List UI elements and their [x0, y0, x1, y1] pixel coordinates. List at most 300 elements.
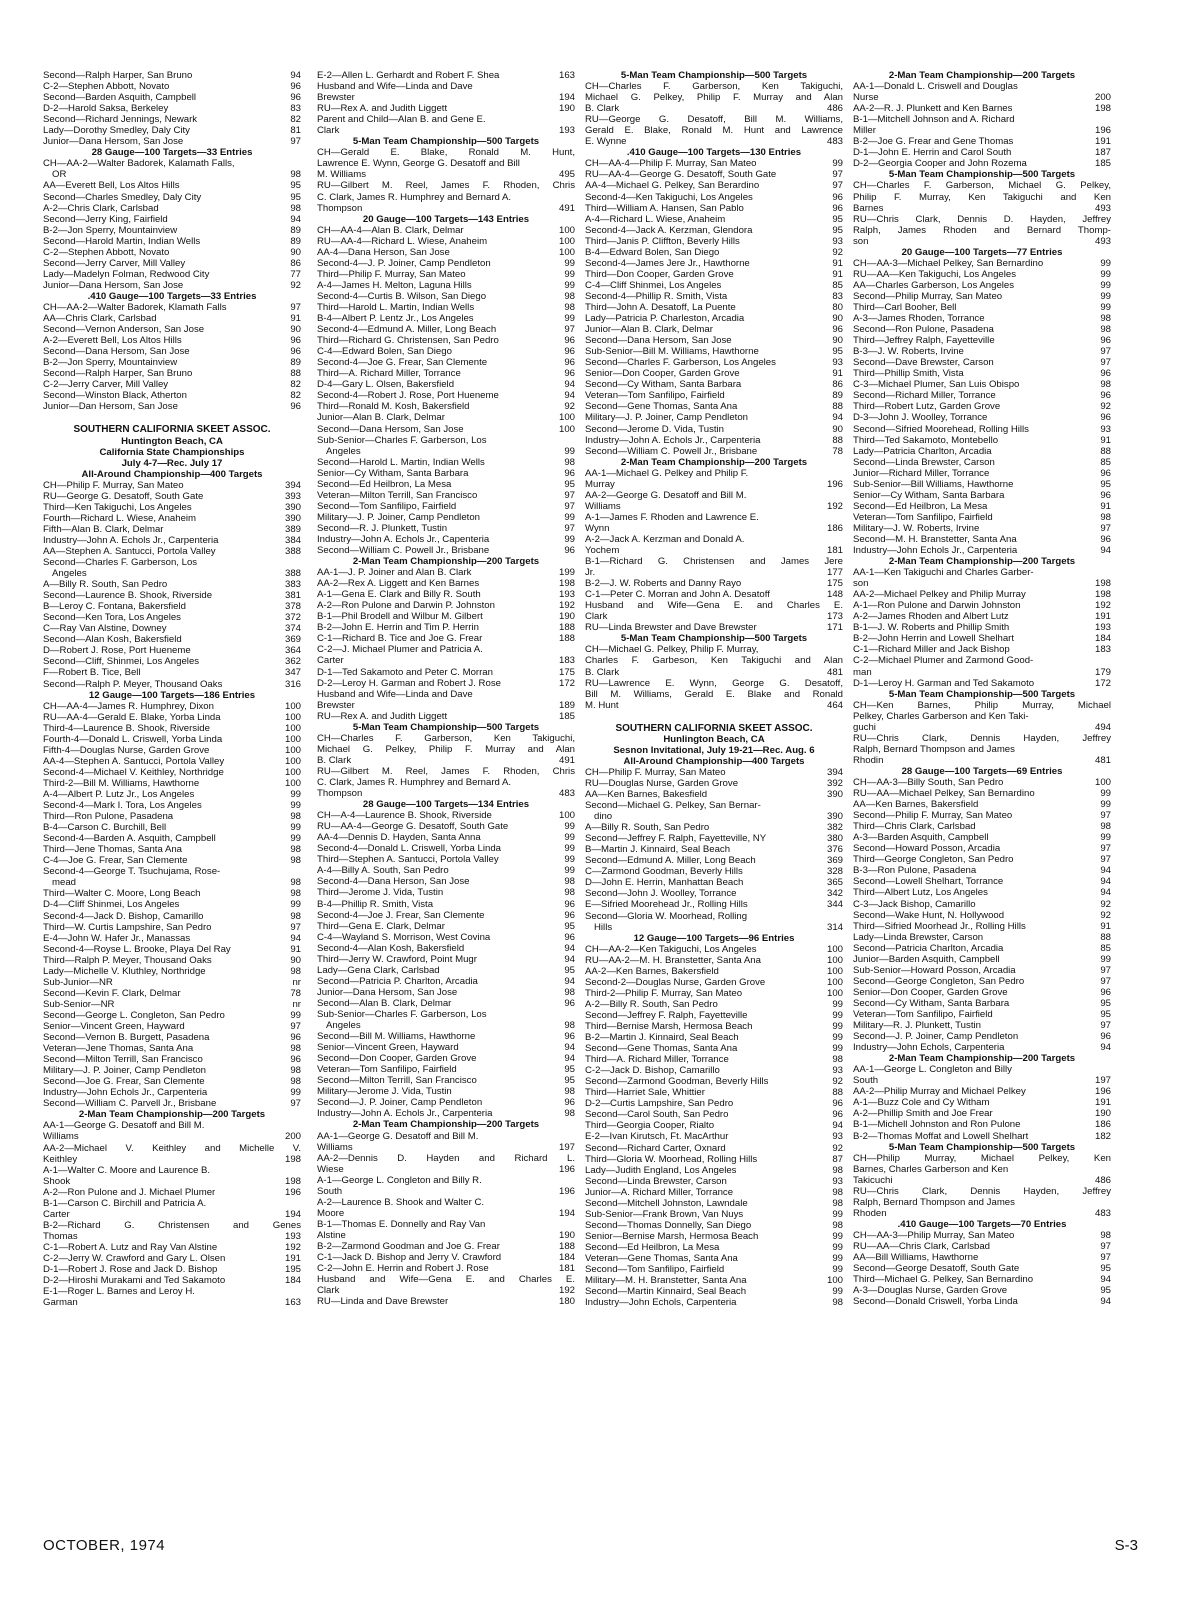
result-score: 100 — [558, 423, 575, 435]
result-line — [585, 1143, 843, 1154]
result-name: Lady—Dorothy Smedley, Daly City — [43, 125, 190, 137]
result-text-line: Husband and Wife—Linda and Dave — [317, 81, 473, 93]
result-score: 172 — [1094, 677, 1111, 689]
result-name: M. Hunt — [585, 699, 619, 711]
result-score: 185 — [558, 710, 575, 722]
result-line — [853, 1086, 1111, 1097]
result-score: 192 — [826, 500, 843, 512]
result-line — [43, 1043, 301, 1054]
result-line — [317, 622, 575, 633]
result-name: Second-4—Ken Takiguchi, Los Angeles — [585, 191, 753, 203]
result-line — [43, 988, 301, 999]
result-name: Third—Ralph P. Meyer, Thousand Oaks — [43, 954, 212, 966]
result-score: 179 — [1094, 666, 1111, 678]
result-line — [43, 667, 301, 678]
result-line — [585, 368, 843, 379]
result-text-line — [43, 1143, 301, 1154]
result-line — [853, 1252, 1111, 1263]
result-score: 96 — [564, 1031, 575, 1043]
result-name: B-4—Albert P. Lentz Jr., Los Angeles — [317, 313, 474, 325]
result-line — [853, 92, 1111, 103]
result-name: Third—Robert Lutz, Garden Grove — [853, 401, 1001, 413]
result-line — [317, 876, 575, 887]
result-score: 99 — [1100, 268, 1111, 280]
result-name: B. Clark — [585, 666, 620, 678]
result-name: Third—Jerry W. Crawford, Point Mugr — [317, 953, 477, 965]
result-score: 99 — [564, 268, 575, 280]
result-name: Lady—Linda Brewster, Carson — [853, 931, 984, 943]
result-name: Second—William C. Parvell Jr., Brisbane — [43, 1098, 217, 1110]
result-line — [43, 623, 301, 634]
result-name: Veteran—Tom Sanfilipo, Fairfield — [585, 390, 725, 402]
result-score: 94 — [1100, 545, 1111, 557]
result-text: CH—Gerald E. Blake, Ronald M. Hunt, — [317, 147, 575, 159]
result-score: 98 — [832, 1186, 843, 1198]
result-line — [853, 887, 1111, 898]
result-line — [317, 1020, 575, 1031]
result-text-line: AA-1—George G. Desatoff and Bill M. — [43, 1120, 205, 1132]
result-score: 198 — [1094, 578, 1111, 590]
result-line — [43, 258, 301, 269]
result-line — [585, 1275, 843, 1286]
result-score: 96 — [1100, 412, 1111, 424]
result-score: 98 — [290, 888, 301, 900]
result-name: RU—AA-4—George G. Desatoff, South Gate — [585, 169, 777, 181]
result-line — [317, 1053, 575, 1064]
result-line — [43, 1087, 301, 1098]
result-line — [585, 1198, 843, 1209]
result-name: B-1—Michell Johnston and Ron Pulone — [853, 1119, 1021, 1131]
result-score: 98 — [290, 965, 301, 977]
result-name: Junior—Alan B. Clark, Delmar — [317, 412, 445, 424]
result-line — [317, 943, 575, 954]
result-line — [43, 1098, 301, 1109]
result-line — [317, 125, 575, 136]
result-score: 98 — [564, 887, 575, 899]
result-line — [585, 401, 843, 412]
result-score: 483 — [826, 136, 843, 148]
result-text-line — [43, 1220, 301, 1231]
result-line — [585, 1297, 843, 1308]
result-line — [317, 843, 575, 854]
result-line — [317, 755, 575, 766]
result-name: Third—A. Richard Miller, Torrance — [585, 1054, 729, 1066]
result-name: C-1—Richard Miller and Jack Bishop — [853, 644, 1010, 656]
result-name: B—Martin J. Kinnaird, Seal Beach — [585, 844, 731, 856]
result-score: 97 — [832, 180, 843, 192]
result-score: 86 — [290, 257, 301, 269]
result-name: Junior—Alan B. Clark, Delmar — [585, 324, 713, 336]
result-name: CH—AA-2—Ken Takiguchi, Los Angeles — [585, 943, 757, 955]
result-text-line — [585, 81, 843, 92]
result-line — [317, 401, 575, 412]
result-line — [853, 136, 1111, 147]
result-line — [43, 899, 301, 910]
result-name: E. Wynne — [585, 136, 627, 148]
result-text-line: C. Clark, James R. Humphrey and Bernard A. — [317, 191, 512, 203]
result-score: 196 — [1094, 1086, 1111, 1098]
result-name: Keithley — [43, 1153, 78, 1165]
result-name: Military—R. J. Plunkett, Tustin — [853, 1020, 981, 1032]
result-score: nr — [292, 976, 301, 988]
result-line — [317, 678, 575, 689]
result-score: 173 — [826, 611, 843, 623]
result-score: 193 — [558, 589, 575, 601]
result-name: Second—Philip F. Murray, San Mateo — [853, 810, 1013, 822]
result-name: CH—AA-3—Billy South, San Pedro — [853, 777, 1004, 788]
result-line — [317, 611, 575, 622]
result-score: 192 — [1094, 600, 1111, 612]
result-score: 194 — [558, 92, 575, 104]
result-name: AA—Ken Barnes, Bakersfield — [853, 799, 979, 811]
result-score: 381 — [284, 590, 301, 602]
section-heading: 12 Gauge—100 Targets—186 Entries — [88, 689, 256, 701]
result-score: 378 — [284, 601, 301, 613]
result-name: Lady—Madelyn Folman, Redwood City — [43, 268, 210, 280]
result-score: 393 — [284, 490, 301, 502]
result-score: 95 — [1100, 1285, 1111, 1297]
result-name: Third—Georgia Cooper, Rialto — [585, 1120, 715, 1132]
result-line — [853, 810, 1111, 821]
result-line — [585, 778, 843, 789]
result-line — [853, 821, 1111, 832]
result-score: 191 — [1094, 611, 1111, 623]
result-score: 99 — [832, 1032, 843, 1044]
result-score: 481 — [826, 666, 843, 678]
section-heading: Sesnon Invitational, July 19-21—Rec. Aug. 6 — [613, 744, 815, 756]
section-heading: 5-Man Team Championship—500 Targets — [620, 70, 808, 81]
result-line — [853, 876, 1111, 887]
result-score: 96 — [1100, 489, 1111, 501]
result-name: Brewster — [317, 699, 355, 711]
result-name: CH—AA-4—James R. Humphrey, Dixon — [43, 700, 214, 712]
result-line — [317, 103, 575, 114]
result-line — [43, 1065, 301, 1076]
result-text: AA-2—Michael V. Keithley and Michelle V. — [43, 1142, 301, 1154]
result-score: 175 — [826, 578, 843, 590]
result-score: 163 — [558, 70, 575, 81]
result-text-line: Pelkey, Charles Garberson and Ken Taki- — [853, 710, 1029, 722]
result-score: 99 — [290, 822, 301, 834]
result-name: Military—J. P. Joiner, Camp Pendleton — [43, 1065, 206, 1077]
result-score: 99 — [1100, 799, 1111, 811]
result-score: 96 — [564, 357, 575, 369]
result-line — [43, 390, 301, 401]
result-name: Sub-Senior—Bill M. Williams, Hawthorne — [585, 346, 759, 358]
result-line — [585, 1131, 843, 1142]
result-line — [43, 546, 301, 557]
result-score: 99 — [1100, 257, 1111, 269]
result-score: 100 — [284, 733, 301, 745]
result-name: B-3—J. W. Roberts, Irvine — [853, 346, 964, 358]
result-name: Third—Albert Lutz, Los Angeles — [853, 887, 988, 899]
result-score: 97 — [1100, 1240, 1111, 1252]
result-name: C-2—Jerry W. Crawford and Gary L. Olsen — [43, 1252, 226, 1264]
result-score: 96 — [1100, 335, 1111, 347]
result-score: 388 — [284, 545, 301, 557]
result-score: 96 — [1100, 368, 1111, 380]
result-name: CH—AA-3—Michael Pelkey, San Bernardino — [853, 257, 1044, 269]
result-score: 98 — [832, 1297, 843, 1309]
result-score: 98 — [290, 202, 301, 214]
result-line — [585, 379, 843, 390]
result-name: A-4—Albert P. Lutz Jr., Los Angeles — [43, 789, 195, 800]
result-name: C-2—Stephen Abbott, Novato — [43, 81, 170, 93]
result-text-line: B-1—Thomas E. Donnelly and Ray Van — [317, 1218, 486, 1230]
result-line — [317, 700, 575, 711]
result-score: 96 — [832, 1098, 843, 1110]
result-score: 96 — [564, 467, 575, 479]
result-name: Third—Ronald M. Kosh, Bakersfield — [317, 401, 470, 413]
result-name: Junior—Barden Asquith, Campbell — [853, 953, 1000, 965]
result-name: Second—Zarmond Goodman, Beverly Hills — [585, 1076, 769, 1088]
result-score: 100 — [558, 235, 575, 247]
result-score: 181 — [826, 545, 843, 557]
result-name: Second—Gene Thomas, Santa Ana — [585, 1043, 738, 1055]
result-score: 192 — [284, 1241, 301, 1253]
result-line — [317, 258, 575, 269]
result-score: 99 — [832, 1241, 843, 1253]
result-name: Second—Jerry Carver, Mill Valley — [43, 257, 186, 269]
result-score: 95 — [832, 224, 843, 236]
result-name: Junior—Dana Hersom, San Jose — [43, 136, 184, 148]
result-name: Takicuchi — [853, 1174, 893, 1186]
result-name: AA-1—J. P. Joiner and Alan B. Clark — [317, 567, 472, 579]
result-line — [853, 788, 1111, 799]
result-name: Industry—John Echols Jr., Carpenteria — [43, 1087, 208, 1099]
result-line — [853, 1020, 1111, 1031]
result-name: Junior—Dana Hersom, San Jose — [317, 986, 458, 998]
result-line — [317, 1296, 575, 1307]
result-score: 78 — [832, 445, 843, 457]
result-line — [317, 302, 575, 313]
result-text-line: Husband and Wife—Linda and Dave — [317, 688, 473, 700]
result-line — [43, 944, 301, 955]
result-text-line: C. Clark, James R. Humphrey and Bernard A. — [317, 777, 512, 788]
result-score: 96 — [1100, 533, 1111, 545]
result-name: Third-4—Laurence B. Shook, Riverside — [43, 722, 210, 734]
result-line — [43, 590, 301, 601]
result-score: 97 — [1100, 964, 1111, 976]
result-name: Fourth-4—Donald L. Criswell, Yorba Linda — [43, 733, 223, 745]
result-name: D-4—Cliff Shinmei, Los Angeles — [43, 899, 180, 911]
result-name: Second—Patricia P. Charlton, Arcadia — [317, 975, 478, 987]
result-line — [853, 1108, 1111, 1119]
result-text-line — [317, 733, 575, 744]
result-score: 90 — [290, 324, 301, 336]
result-name: AA—Chris Clark, Carlsbad — [43, 313, 157, 325]
result-line — [43, 999, 301, 1010]
result-name: Third—Walter C. Moore, Long Beach — [43, 888, 201, 900]
result-text-line — [585, 114, 843, 125]
result-line — [317, 236, 575, 247]
result-line — [317, 887, 575, 898]
result-name: Second—Ralph Harper, San Bruno — [43, 368, 193, 380]
result-name: Industry—John A. Echols Jr., Carpenteria — [585, 434, 761, 446]
result-score: 99 — [832, 1020, 843, 1032]
result-line — [317, 357, 575, 368]
result-score: 394 — [826, 766, 843, 778]
result-line — [585, 1242, 843, 1253]
result-line — [43, 368, 301, 379]
result-text-line: Ralph, Bernard Thompson and James — [853, 1196, 1015, 1208]
result-score: 99 — [564, 843, 575, 855]
result-name: D-2—Curtis Lampshire, San Pedro — [585, 1098, 734, 1110]
result-line — [585, 214, 843, 225]
result-score: 89 — [832, 390, 843, 402]
result-line — [43, 1176, 301, 1187]
result-score: 196 — [284, 1186, 301, 1198]
result-line — [853, 1208, 1111, 1219]
result-name: E-2—Ivan Kirutsch, Ft. MacArthur — [585, 1131, 729, 1143]
result-line — [853, 545, 1111, 556]
result-line — [43, 1242, 301, 1253]
result-line — [585, 324, 843, 335]
result-name: Lady—Patricia P. Charleston, Arcadia — [585, 313, 745, 325]
result-score: 94 — [1100, 876, 1111, 888]
result-score: 194 — [284, 1208, 301, 1220]
result-score: 192 — [558, 600, 575, 612]
result-name: Third—Jerome J. Vida, Tustin — [317, 887, 444, 899]
result-score: 196 — [1094, 125, 1111, 137]
result-score: 194 — [558, 1207, 575, 1219]
result-name: Barnes — [853, 202, 884, 214]
result-score: 96 — [832, 1109, 843, 1121]
result-line — [853, 1119, 1111, 1130]
result-line — [317, 490, 575, 501]
result-name: Lady—Michelle V. Kluthley, Northridge — [43, 965, 206, 977]
result-line — [585, 390, 843, 401]
result-name: Alstine — [317, 1229, 346, 1241]
result-line — [43, 855, 301, 866]
result-name: Second—M. H. Branstetter, Santa Ana — [853, 533, 1017, 545]
result-line — [317, 335, 575, 346]
result-line — [43, 977, 301, 988]
result-score: 96 — [1100, 986, 1111, 998]
result-name: Thompson — [317, 202, 363, 214]
result-name: Second—Winston Black, Atherton — [43, 390, 187, 402]
result-line — [317, 501, 575, 512]
result-line — [317, 523, 575, 534]
result-score: 99 — [564, 865, 575, 877]
result-score: 95 — [1100, 478, 1111, 490]
result-name: Rhoden — [853, 1207, 887, 1219]
result-line — [853, 667, 1111, 678]
result-name: RU—Douglas Nurse, Garden Grove — [585, 777, 739, 789]
result-name: Veteran—Jene Thomas, Santa Ana — [43, 1043, 194, 1055]
result-name: Second-4—J. P. Joiner, Camp Pendleton — [317, 257, 491, 269]
result-line — [317, 92, 575, 103]
result-score: 380 — [826, 833, 843, 845]
result-score: 198 — [558, 578, 575, 590]
result-name: Sub-Senior—Howard Posson, Arcadia — [853, 964, 1016, 976]
result-line — [585, 1154, 843, 1165]
result-score: 97 — [1100, 975, 1111, 987]
result-line — [317, 468, 575, 479]
result-line — [43, 800, 301, 811]
result-line — [853, 1131, 1111, 1142]
section-heading: 5-Man Team Championship—500 Targets — [888, 169, 1076, 181]
result-line — [43, 313, 301, 324]
result-name: A-2—Phillip Smith and Joe Frear — [853, 1108, 993, 1120]
result-line — [585, 611, 843, 622]
result-score: 98 — [564, 1086, 575, 1098]
result-name: D-3—John J. Woolley, Torrance — [853, 412, 988, 424]
result-name: Second—Harold Martin, Indian Wells — [43, 235, 201, 247]
result-text-line: B-1—Mitchell Johnson and A. Richard — [853, 114, 1015, 126]
result-score: 98 — [290, 877, 301, 889]
result-name: Miller — [853, 125, 876, 137]
result-line — [317, 545, 575, 556]
result-score: 95 — [1100, 1008, 1111, 1020]
result-score: 97 — [290, 136, 301, 148]
result-name: Lady—Gena Clark, Carlsbad — [317, 964, 440, 976]
result-text-line: Lawrence E. Wynn, George G. Desatoff and Bill — [317, 158, 520, 170]
result-name: A—Billy R. South, San Pedro — [43, 579, 168, 591]
result-score: 195 — [284, 1264, 301, 1276]
result-score: 98 — [832, 1054, 843, 1066]
result-line — [317, 169, 575, 180]
result-line — [317, 70, 575, 81]
result-score: 95 — [564, 478, 575, 490]
result-name: Second-4—Michael V. Keithley, Northridge — [43, 766, 224, 778]
result-name: RU—Linda Brewster and Dave Brewster — [585, 622, 757, 634]
result-score: 90 — [832, 423, 843, 435]
result-score: 98 — [1100, 821, 1111, 833]
result-line — [317, 921, 575, 932]
result-score: 483 — [1094, 1207, 1111, 1219]
result-name: Angeles — [326, 1020, 361, 1032]
result-line — [317, 1142, 575, 1153]
result-name: CH—Philip F. Murray, San Mateo — [585, 766, 726, 778]
result-name: Senior—Vincent Green, Hayward — [43, 1020, 185, 1032]
result-score: 99 — [832, 1286, 843, 1298]
result-line — [317, 346, 575, 357]
result-name: Third—Phillip Smith, Vista — [853, 368, 964, 380]
result-name: C-2—Jack D. Bishop, Camarillo — [585, 1065, 720, 1077]
result-line — [317, 655, 575, 666]
result-score: 171 — [826, 622, 843, 634]
result-name: Second—Wake Hunt, N. Hollywood — [853, 909, 1005, 921]
result-name: AA—Bill Williams, Hawthorne — [853, 1252, 979, 1264]
result-score: 100 — [284, 766, 301, 778]
result-name: AA—Ken Barnes, Bakesfield — [585, 789, 708, 800]
result-name: RU—AA-2—M. H. Branstetter, Santa Ana — [585, 954, 761, 966]
result-name: Second—Jeffrey F. Ralph, Fayetteville — [585, 1009, 748, 1021]
result-line — [853, 1296, 1111, 1307]
result-score: 96 — [1100, 390, 1111, 402]
result-score: 494 — [1094, 721, 1111, 733]
result-line — [43, 778, 301, 789]
result-name: A-2—Ron Pulone and J. Michael Plumer — [43, 1186, 216, 1198]
result-text: CH—Charles F. Garberson, Michael G. Pelkey, — [853, 180, 1111, 192]
result-score: 98 — [290, 811, 301, 823]
result-line — [43, 214, 301, 225]
result-name: B-1—J. W. Roberts and Phillip Smith — [853, 622, 1010, 634]
result-name: RU—AA—Chris Clark, Carlsbad — [853, 1240, 991, 1252]
result-score: 94 — [290, 213, 301, 225]
result-name: Second-2—Douglas Nurse, Garden Grove — [585, 976, 766, 988]
result-line — [43, 324, 301, 335]
result-line — [43, 745, 301, 756]
result-score: 98 — [290, 844, 301, 856]
result-name: Junior—Dana Hersom, San Jose — [43, 279, 184, 291]
result-line — [43, 767, 301, 778]
result-score: 99 — [564, 821, 575, 833]
result-line — [43, 955, 301, 966]
result-score: 99 — [832, 158, 843, 170]
result-text: Michael G. Pelkey, Philip F. Murray and Alan — [317, 743, 575, 755]
